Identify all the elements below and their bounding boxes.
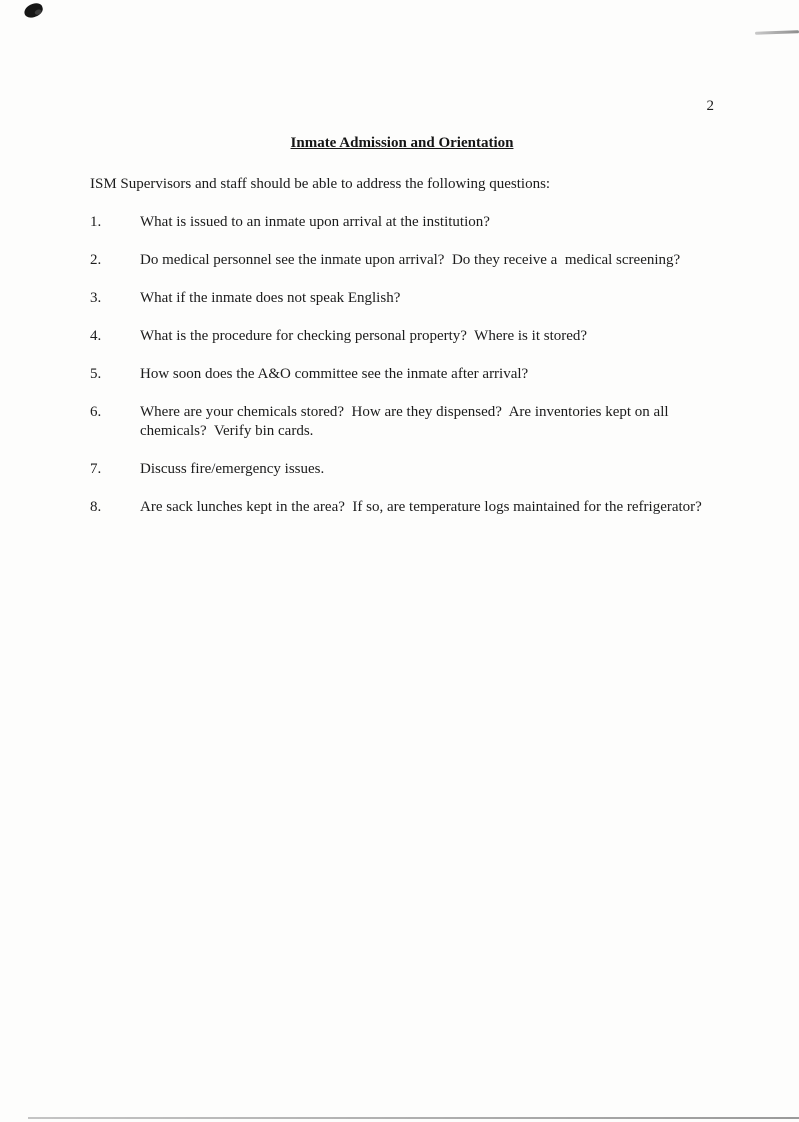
item-text: Are sack lunches kept in the area? If so, are temperature logs maintained for the refrigerator? <box>140 499 702 515</box>
list-item <box>90 460 714 479</box>
item-number: 6. <box>90 404 102 420</box>
list-item <box>90 289 714 308</box>
item-text: Discuss fire/emergency issues. <box>140 461 325 477</box>
item-text: What is issued to an inmate upon arrival at the institution? <box>140 214 490 230</box>
page-title: Inmate Admission and Orientation <box>290 135 514 151</box>
item-text: What if the inmate does not speak English? <box>140 290 401 306</box>
item-number: 3. <box>90 290 102 306</box>
list-item <box>90 498 714 517</box>
item-number: 4. <box>90 328 102 344</box>
list-item <box>90 251 714 270</box>
list-item <box>90 213 714 232</box>
scan-artifact-bottom-edge <box>28 1117 799 1119</box>
list-item <box>90 327 714 346</box>
item-text: What is the procedure for checking personal property? Where is it stored? <box>140 328 588 344</box>
item-number: 1. <box>90 214 102 230</box>
item-number: 8. <box>90 499 102 515</box>
list-item <box>90 365 714 384</box>
list-item <box>90 403 714 441</box>
intro-text: ISM Supervisors and staff should be able to address the following questions: <box>90 176 551 192</box>
scan-artifact-right-edge <box>755 30 799 35</box>
item-text: Where are your chemicals stored? How are they dispensed? Are inventories kept on all chemicals? Verify bin cards. <box>140 404 673 439</box>
item-number: 5. <box>90 366 102 382</box>
item-number: 7. <box>90 461 102 477</box>
item-number: 2. <box>90 252 102 268</box>
item-text: Do medical personnel see the inmate upon arrival? Do they receive a medical screening? <box>140 252 681 268</box>
page-content <box>90 97 714 517</box>
question-list <box>90 213 714 517</box>
scan-artifact-top-left <box>22 1 44 19</box>
page-number: 2 <box>706 98 714 114</box>
item-text: How soon does the A&O committee see the inmate after arrival? <box>140 366 529 382</box>
